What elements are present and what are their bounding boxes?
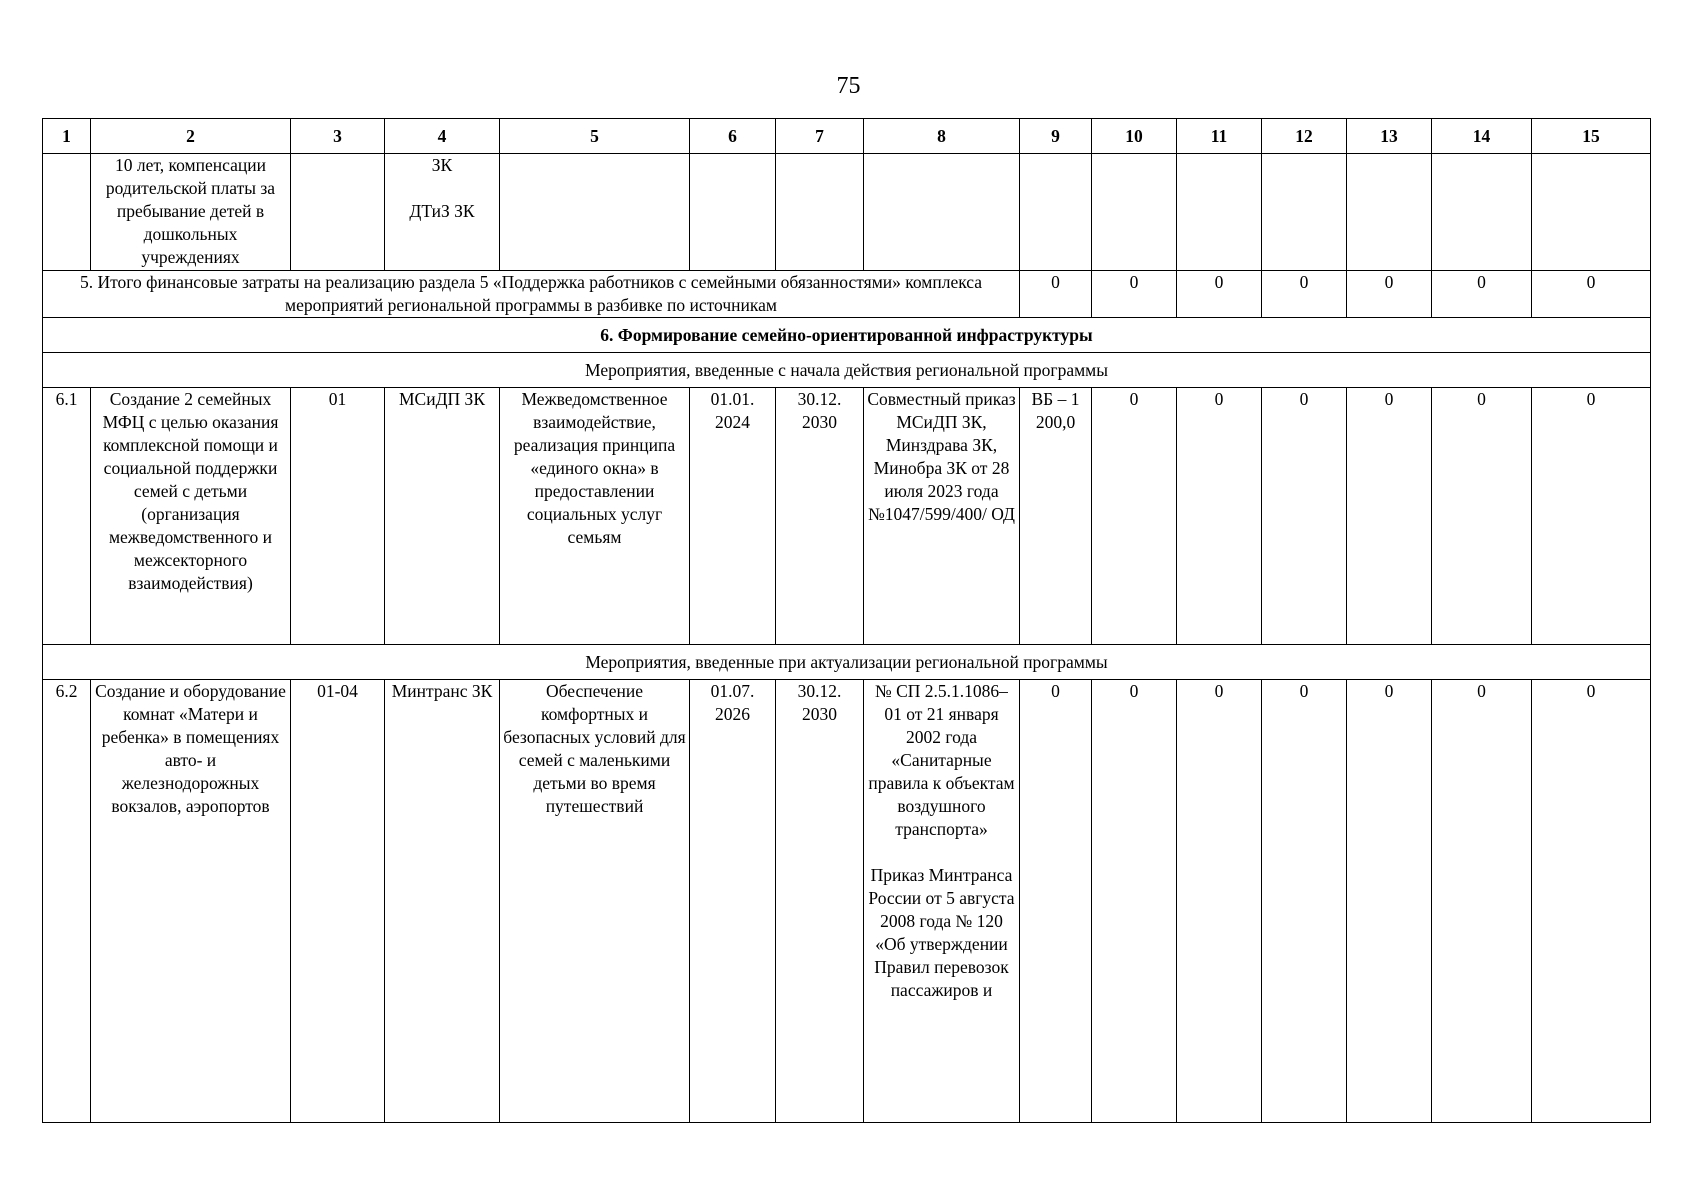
table-cell: 30.12. 2030 [776,388,864,645]
table-cell: ЗК ДТиЗ ЗК [385,154,500,271]
table-cell: Обеспечение комфортных и безопасных условий для семей с маленькими детьми во время путешествий [500,680,690,1123]
row-number: 6.1 [43,388,91,645]
table-cell: 10 лет, компенсации родительской платы за пребывание детей в дошкольных учреждениях [91,154,291,271]
header-cell: 13 [1347,119,1432,154]
table-cell: ВБ – 1 200,0 [1020,388,1092,645]
total-label: 5. Итого финансовые затраты на реализацию раздела 5 «Поддержка работников с семейными обязанностями» комплекса мероприятий региональной программы в разбивке по источникам [43,271,1020,318]
header-cell: 8 [864,119,1020,154]
table-cell: 0 [1092,271,1177,318]
table-cell [1347,154,1432,271]
total-row [43,271,1651,318]
table-cell: № СП 2.5.1.1086–01 от 21 января 2002 года «Санитарные правила к объектам воздушного транспорта» Приказ Минтранса России от 5 августа 2008 года № 120 «Об утверждении Правил перевозок пассажиров и [864,680,1020,1123]
page-number: 75 [836,73,861,99]
header-cell: 4 [385,119,500,154]
table-cell: 01 [291,388,385,645]
table-cell: 0 [1262,680,1347,1123]
table-cell: 0 [1347,271,1432,318]
header-cell: 1 [43,119,91,154]
table-cell: 0 [1532,388,1651,645]
header-cell: 2 [91,119,291,154]
table-cell: 0 [1432,680,1532,1123]
subheading: Мероприятия, введенные с начала действия региональной программы [43,353,1651,388]
row-number: 6.2 [43,680,91,1123]
table-cell [864,154,1020,271]
table-cell: 0 [1177,680,1262,1123]
table-cell: 0 [1177,388,1262,645]
table-cell [500,154,690,271]
table-cell: Создание 2 семейных МФЦ с целью оказания комплексной помощи и социальной поддержки семей с детьми (организация межведомственного и межсекторного взаимодействия) [91,388,291,645]
table-cell: 0 [1532,271,1651,318]
table-cell: 0 [1262,388,1347,645]
table-cell: 30.12. 2030 [776,680,864,1123]
table-cell: Минтранс ЗК [385,680,500,1123]
table-cell: 0 [1347,680,1432,1123]
header-cell: 6 [690,119,776,154]
table-cell: 0 [1347,388,1432,645]
table-cell [1432,154,1532,271]
table-cell: 0 [1020,271,1092,318]
subheading-row [43,645,1651,680]
table-cell [776,154,864,271]
section-row [43,318,1651,353]
table-cell: 0 [1177,271,1262,318]
table-cell: 01-04 [291,680,385,1123]
header-cell: 7 [776,119,864,154]
table-row [43,154,1651,271]
header-cell: 3 [291,119,385,154]
table-cell: 01.01. 2024 [690,388,776,645]
table-cell [1532,154,1651,271]
table-cell [1092,154,1177,271]
subheading: Мероприятия, введенные при актуализации региональной программы [43,645,1651,680]
table-cell: Совместный приказ МСиДП ЗК, Минздрава ЗК, Минобра ЗК от 28 июля 2023 года №1047/599/400/ ОД [864,388,1020,645]
header-cell: 5 [500,119,690,154]
table-cell [291,154,385,271]
table-cell: 0 [1092,680,1177,1123]
table-cell: 0 [1532,680,1651,1123]
header-cell: 10 [1092,119,1177,154]
table-cell: 01.07. 2026 [690,680,776,1123]
header-cell: 11 [1177,119,1262,154]
table-cell: 0 [1262,271,1347,318]
header-cell: 14 [1432,119,1532,154]
table-row [43,680,1651,1123]
table-cell: 0 [1092,388,1177,645]
header-cell: 9 [1020,119,1092,154]
table-cell [1020,154,1092,271]
table-header-row [43,119,1651,154]
subheading-row [43,353,1651,388]
header-cell: 15 [1532,119,1651,154]
table-cell: 0 [1432,271,1532,318]
table-row [43,388,1651,645]
table-cell [43,154,91,271]
table-cell [690,154,776,271]
table-cell [1177,154,1262,271]
table-cell [1262,154,1347,271]
table-cell: 0 [1432,388,1532,645]
table-cell: 0 [1020,680,1092,1123]
table-cell: Создание и оборудование комнат «Матери и ребенка» в помещениях авто- и железнодорожных вокзалов, аэропортов [91,680,291,1123]
header-cell: 12 [1262,119,1347,154]
table-cell: МСиДП ЗК [385,388,500,645]
table-cell: Межведомственное взаимодействие, реализация принципа «единого окна» в предоставлении социальных услуг семьям [500,388,690,645]
section-title: 6. Формирование семейно-ориентированной инфраструктуры [43,318,1651,353]
program-table [42,118,1651,1123]
